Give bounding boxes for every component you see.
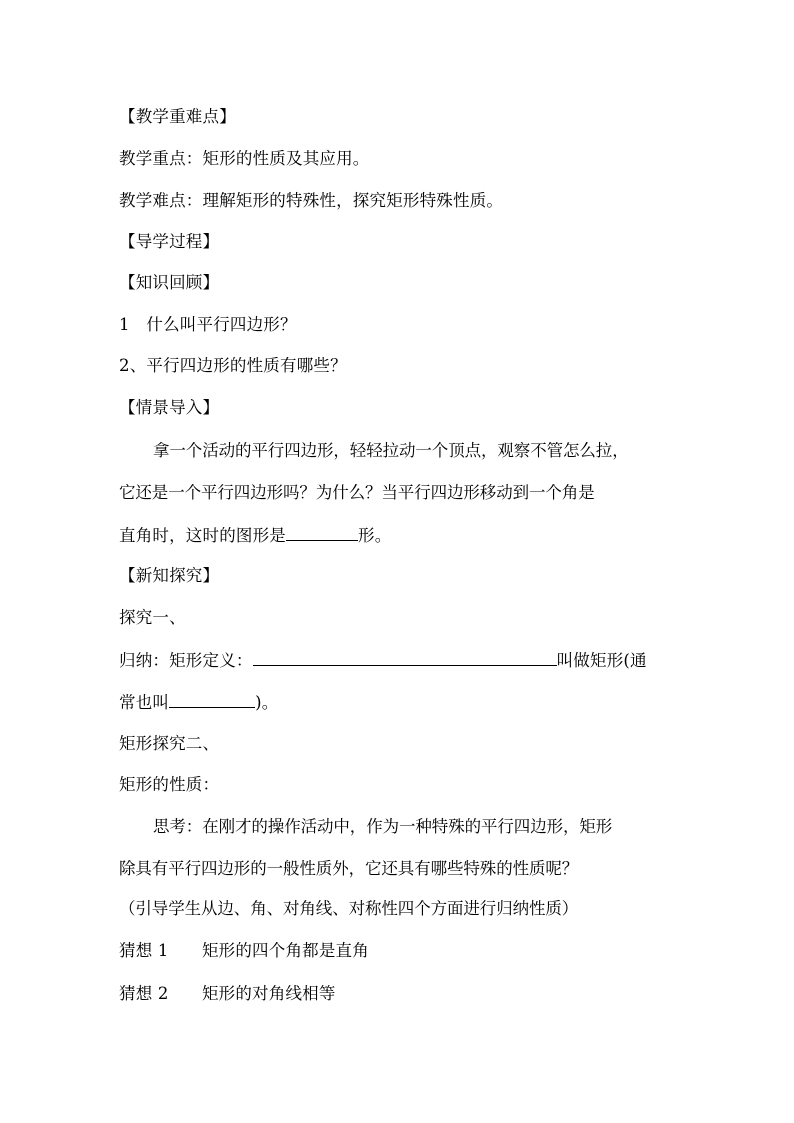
heading-process: 【导学过程】 — [119, 232, 220, 251]
properties-label: 矩形的性质： — [119, 775, 220, 794]
definition-before: 归纳：矩形定义： — [119, 651, 253, 670]
heading-explore: 【新知探究】 — [119, 566, 220, 585]
think-line-1: 思考：在刚才的操作活动中，作为一种特殊的平行四边形，矩形 — [153, 817, 613, 836]
think-line-2: 除具有平行四边形的一般性质外，它还具有哪些特殊的性质呢？ — [119, 859, 579, 878]
explore-one-label: 探究一、 — [119, 608, 186, 627]
review-question-1: 1 什么叫平行四边形？ — [119, 315, 297, 334]
conjecture-2: 猜想 2 矩形的对角线相等 — [119, 984, 336, 1003]
definition-after: 叫做矩形(通 — [556, 651, 647, 670]
definition-line-2-after: )。 — [255, 693, 279, 712]
scenario-line-3-before: 直角时，这时的图形是 — [119, 526, 286, 545]
heading-scenario: 【情景导入】 — [119, 398, 220, 417]
heading-review: 【知识回顾】 — [119, 273, 220, 292]
definition-blank — [253, 649, 557, 666]
scenario-line-1: 拿一个活动的平行四边形，轻轻拉动一个顶点，观察不管怎么拉， — [153, 441, 629, 460]
definition-line-2-before: 常也叫 — [119, 693, 170, 712]
review-question-2: 2、平行四边形的性质有哪些？ — [119, 356, 347, 375]
definition-line-1 — [119, 649, 647, 672]
scenario-line-2: 它还是一个平行四边形吗？为什么？当平行四边形移动到一个角是 — [119, 483, 595, 502]
guide-note: （引导学生从边、角、对角线、对称性四个方面进行归纳性质） — [119, 899, 579, 918]
scenario-line-3 — [119, 524, 391, 547]
alias-blank — [169, 691, 255, 708]
explore-two-label: 矩形探究二、 — [119, 734, 220, 753]
definition-line-2 — [119, 691, 278, 714]
scenario-line-3-after: 形。 — [358, 526, 392, 545]
heading-key-points: 【教学重难点】 — [119, 107, 236, 126]
answer-blank — [286, 524, 358, 541]
conjecture-1: 猜想 1 矩形的四个角都是直角 — [119, 941, 369, 960]
difficult-point-text: 教学难点：理解矩形的特殊性，探究矩形特殊性质。 — [119, 191, 504, 210]
key-point-text: 教学重点：矩形的性质及其应用。 — [119, 149, 370, 168]
